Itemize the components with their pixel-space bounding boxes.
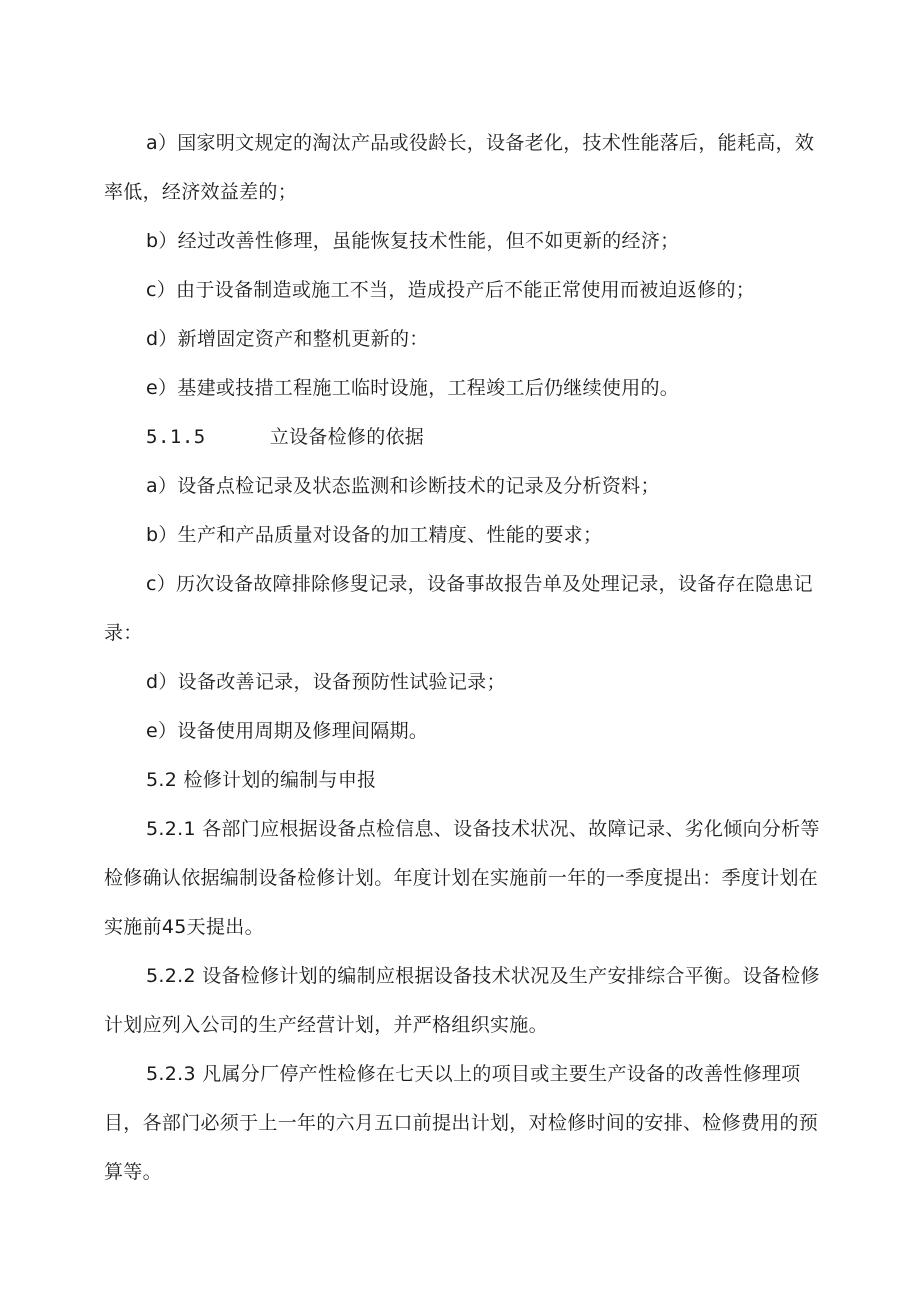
- paragraph-b-quality-requirements: b）生产和产品质量对设备的加工精度、性能的要求；: [146, 524, 603, 546]
- paragraph-a-obsolete-equipment: a）国家明文规定的淘汰产品或役龄长，设备老化，技术性能落后，能耗高，效率低，经济效益差的；: [104, 132, 815, 203]
- section-heading-5-1-5: [104, 413, 820, 462]
- paragraph-5-2-2: 5.2.2 设备检修计划的编制应根据设备技术状况及生产安排综合平衡。设备检修计划应列入公司的生产经营计划，并严格组织实施。: [104, 965, 820, 1036]
- paragraph-e-usage-cycle: e）设备使用周期及修理间隔期。: [146, 720, 429, 742]
- paragraph-c-fault-history: c）历次设备故障排除修叟记录，设备事故报告单及处理记录，设备存在隐患记录：: [104, 573, 813, 644]
- paragraph-b-improvement-repair: b）经过改善性修理，虽能恢复技术性能，但不如更新的经济；: [146, 230, 680, 252]
- section-heading-5-2: 5.2 检修计划的编制与申报: [146, 769, 377, 791]
- paragraph-c-manufacturing-defect: c）由于设备制造或施工不当，造成投产后不能正常使用而被迫返修的；: [146, 279, 756, 301]
- section-number: 5.1.5: [146, 426, 206, 448]
- paragraph-5-2-1: 5.2.1 各部门应根据设备点检信息、设备技术状况、故障记录、劣化倾向分析等检修确认依据编制设备检修计划。年度计划在实施前一年的一季度提出：季度计划在实施前45天提出。: [104, 818, 820, 938]
- section-title: 立设备检修的依据: [269, 426, 425, 448]
- paragraph-d-improvement-records: d）设备改善记录，设备预防性试验记录；: [146, 671, 506, 693]
- paragraph-d-new-fixed-assets: d）新增固定资产和整机更新的：: [146, 328, 429, 350]
- paragraph-5-2-3: 5.2.3 凡属分厂停产性检修在七天以上的项目或主要生产设备的改善性修理项目，各部门必须于上一年的六月五口前提出计划，对检修时间的安排、检修费用的预算等。: [104, 1063, 819, 1183]
- paragraph-a-inspection-records: a）设备点检记录及状态监测和诊断技术的记录及分析资料；: [146, 475, 660, 497]
- paragraph-e-temporary-facilities: e）基建或技措工程施工临时设施，工程竣工后仍继续使用的。: [146, 377, 680, 399]
